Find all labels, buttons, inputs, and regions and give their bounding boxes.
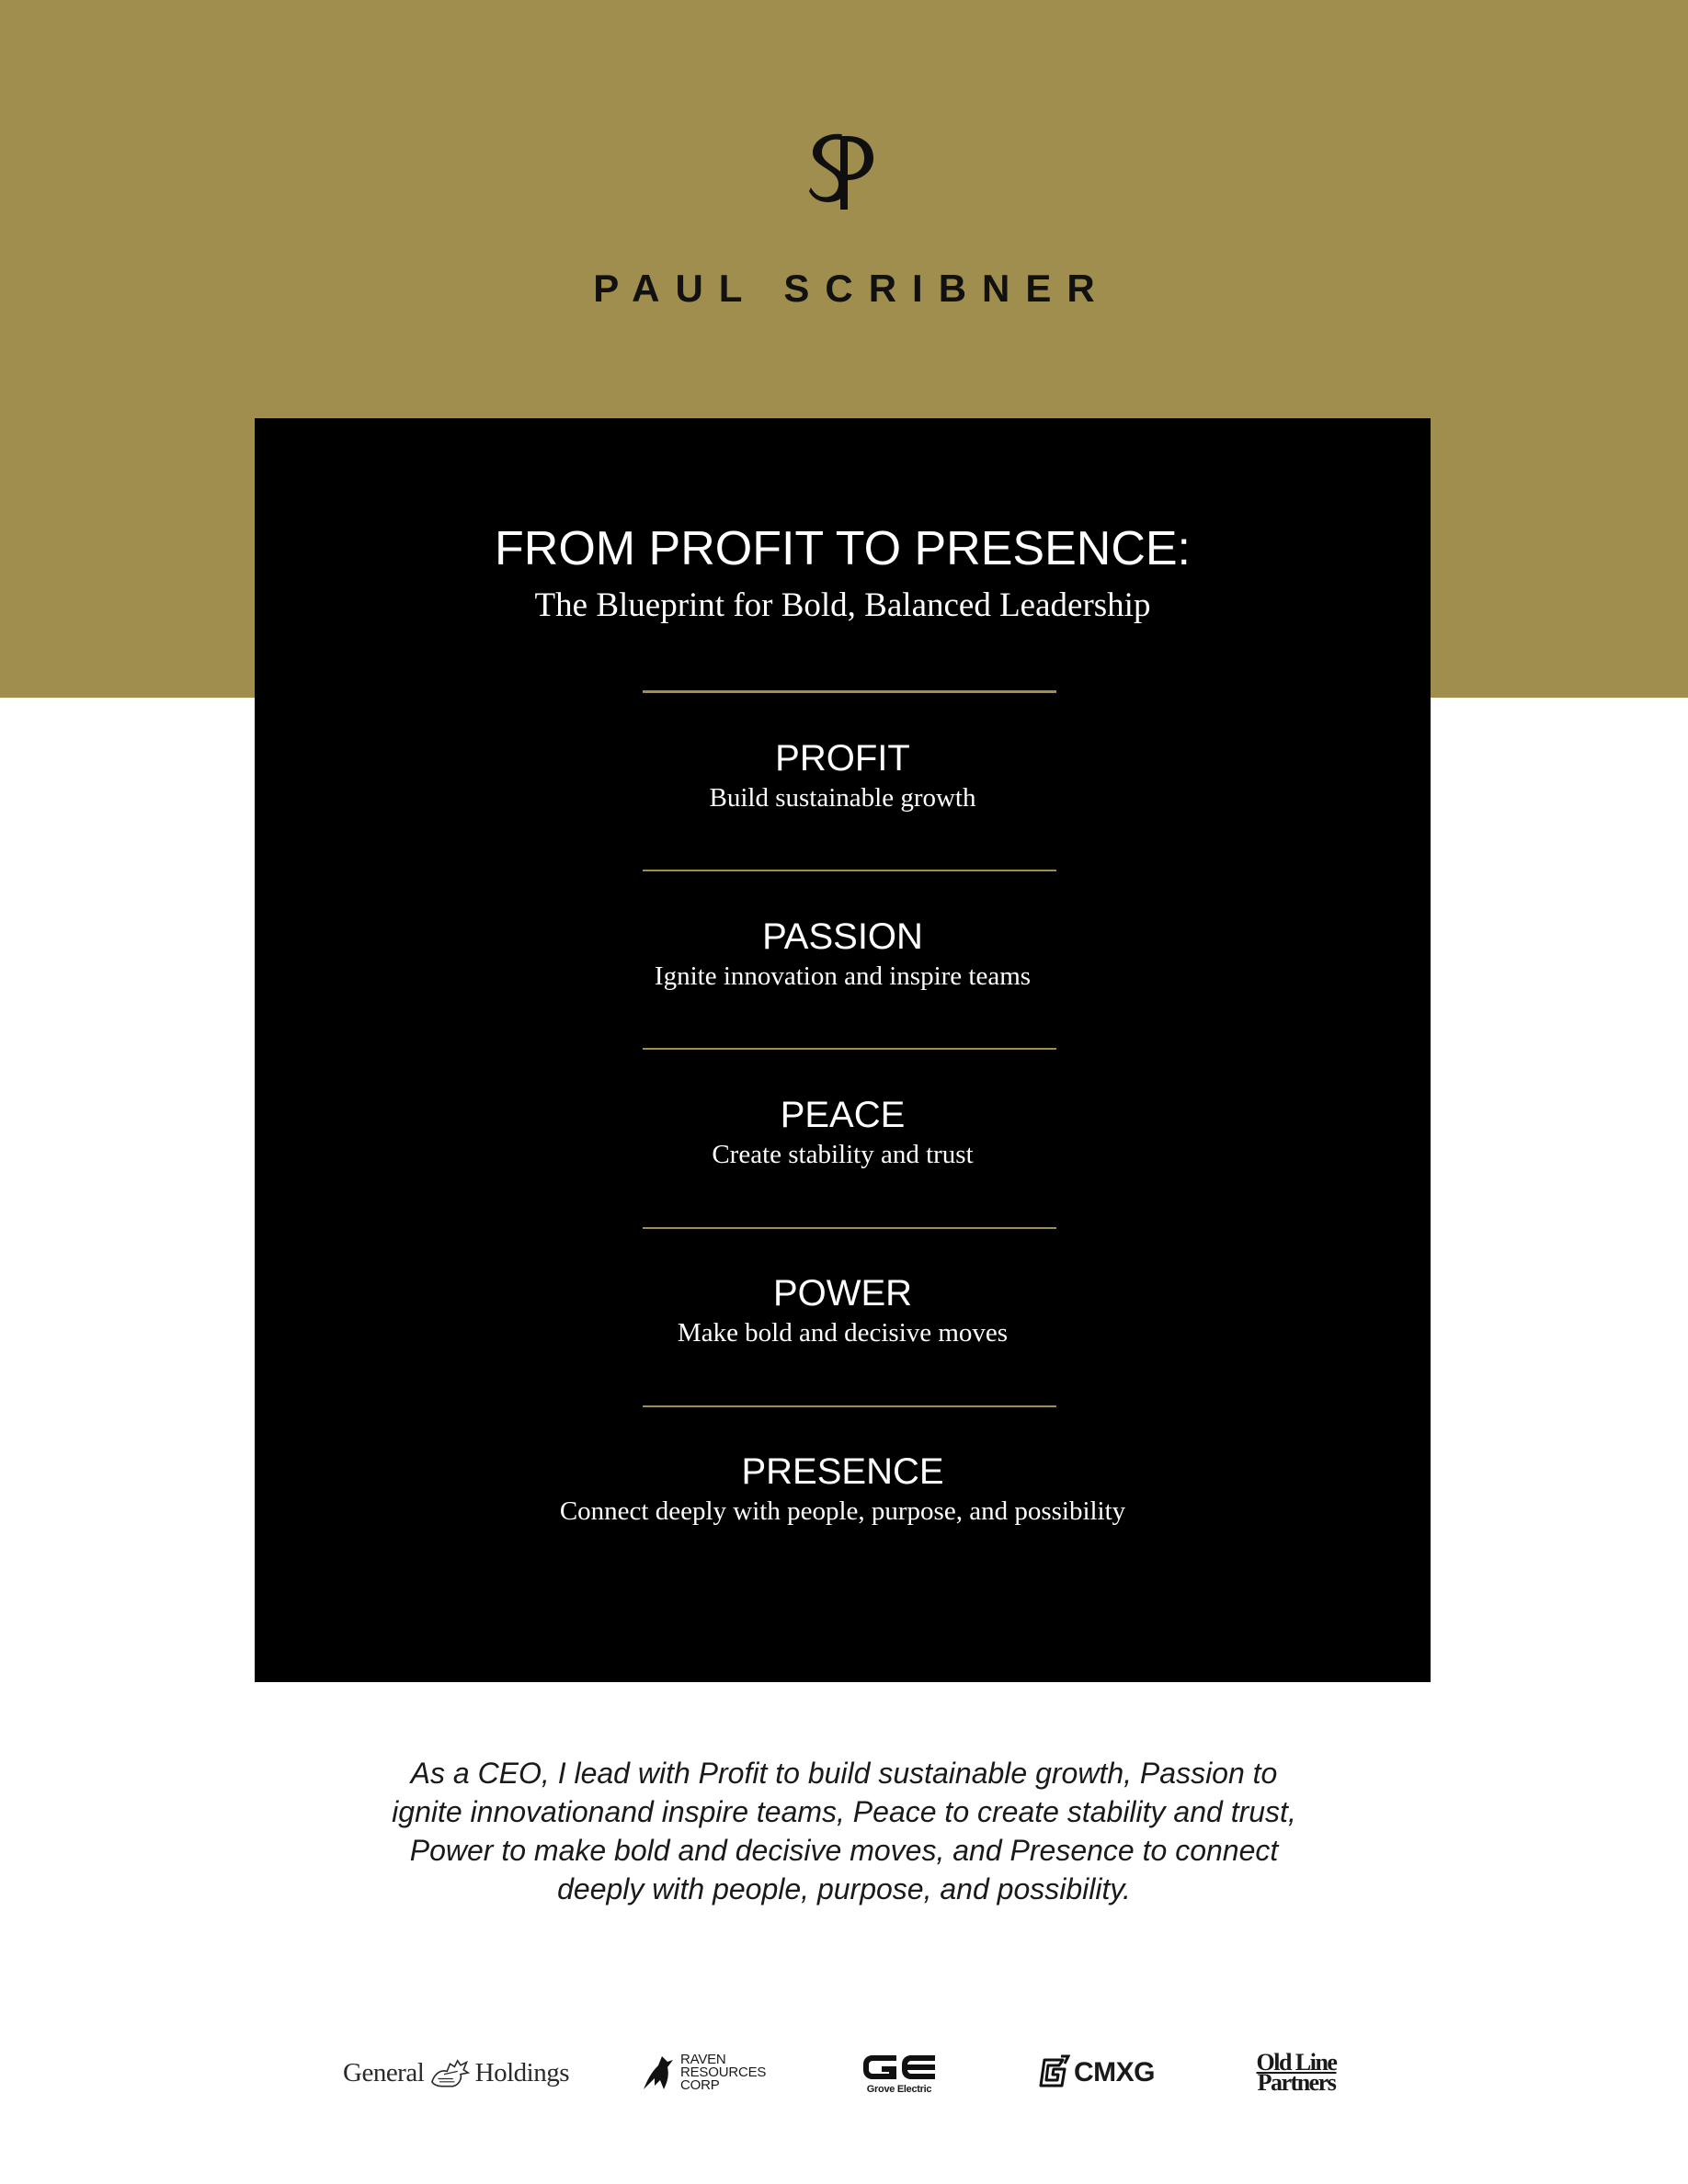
statement-line: ignite innovationand inspire teams, Peace to create stability and trust, (392, 1795, 1296, 1828)
logo-text: RAVEN (680, 2052, 726, 2067)
card-subtitle: The Blueprint for Bold, Balanced Leadership (534, 586, 1151, 624)
logo-text: RESOURCES (680, 2065, 767, 2080)
logo-cmxg (1037, 2050, 1166, 2096)
pillar-name: PEACE (780, 1095, 906, 1135)
griffin-icon (428, 2053, 471, 2093)
framework-card (255, 418, 1431, 1682)
logo-text: CMXG (1074, 2057, 1155, 2087)
logo-text: Grove Electric (866, 2083, 932, 2095)
card-title: FROM PROFIT TO PRESENCE: (495, 522, 1191, 575)
logo-text: General (343, 2057, 425, 2087)
logo-text: Old Line (1256, 2049, 1337, 2076)
pillar-description: Connect deeply with people, purpose, and possibility (559, 1496, 1126, 1526)
logo-text: Partners (1257, 2069, 1336, 2096)
statement-line: deeply with people, purpose, and possibility. (557, 1872, 1131, 1905)
divider (643, 1405, 1056, 1407)
divider (643, 1048, 1056, 1050)
pillar-name: PASSION (762, 916, 923, 957)
logo-grove-electric (858, 2050, 941, 2096)
raven-icon (640, 2053, 677, 2093)
logo-raven-resources (640, 2050, 773, 2096)
divider (643, 870, 1056, 871)
divider (643, 1227, 1056, 1229)
logo-old-line-partners (1246, 2050, 1347, 2096)
ps-monogram-icon (800, 127, 883, 211)
cmxg-mark-icon (1037, 2054, 1070, 2091)
divider (643, 690, 1056, 693)
logo-text: Holdings (474, 2057, 569, 2087)
pillar-description: Build sustainable growth (709, 783, 976, 813)
pillar-name: PROFIT (775, 738, 910, 779)
brand-name: PAUL SCRIBNER (593, 267, 1111, 310)
logo-text: CORP (680, 2077, 720, 2093)
pillar-name: PRESENCE (741, 1451, 944, 1492)
pillar-name: POWER (772, 1273, 913, 1314)
leadership-statement (359, 1754, 1329, 1908)
ge-mark-icon (860, 2052, 939, 2083)
pillar-description: Create stability and trust (712, 1140, 974, 1169)
logo-general-holdings (343, 2050, 569, 2096)
statement-line: Power to make bold and decisive moves, and Presence to connect (409, 1834, 1279, 1867)
pillar-description: Ignite innovation and inspire teams (654, 961, 1032, 991)
pillar-description: Make bold and decisive moves (677, 1318, 1009, 1348)
statement-line: As a CEO, I lead with Profit to build sustainable growth, Passion to (410, 1757, 1278, 1790)
